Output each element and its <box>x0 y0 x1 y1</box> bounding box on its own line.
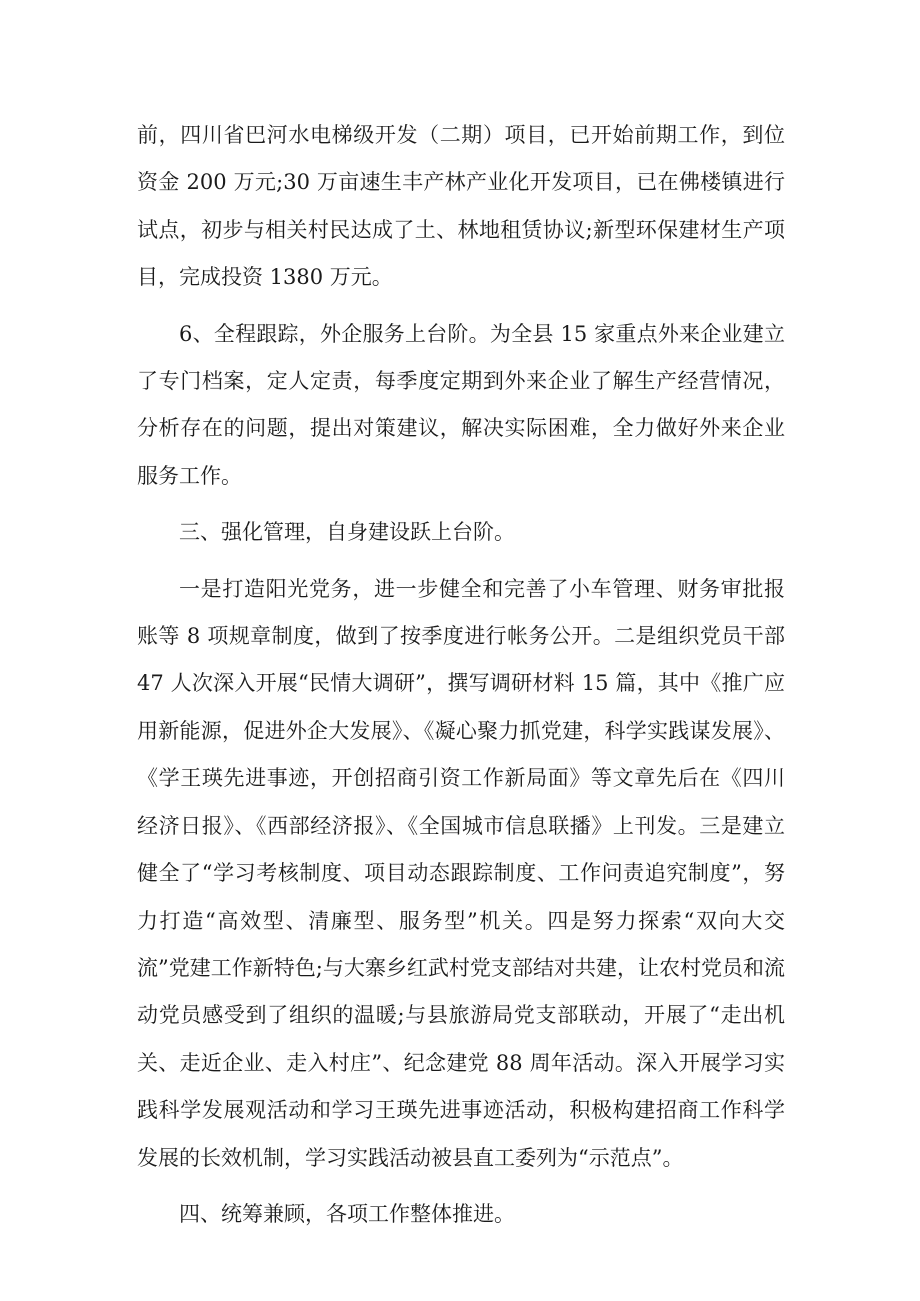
section-heading-overall-progress: 四、统筹兼顾，各项工作整体推进。 <box>179 1201 515 1226</box>
paragraph-project-progress: 前，四川省巴河水电梯级开发（二期）项目，已开始前期工作，到位资金 200 万元;30 万亩速生丰产林产业化开发项目，已在佛楼镇进行试点，初步与相关村民达成了土、林地租赁协议;新型环保建材生产项目，完成投资 1380 万元。 <box>137 123 785 290</box>
document-body <box>137 112 785 1238</box>
paragraph-party-building: 一是打造阳光党务，进一步健全和完善了小车管理、财务审批报账等 8 项规章制度，做到了按季度进行帐务公开。二是组织党员干部 47 人次深入开展“民情大调研”，撰写调研材料 15 篇，其中《推广应用新能源，促进外企大发展》、《凝心聚力抓党建，科学实践谋发展》、《学王瑛先进事迹，开创招商引资工作新局面》等文章先后在《四川经济日报》、《西部经济报》、《全国城市信息联播》上刊发。三是建立健全了“学习考核制度、项目动态跟踪制度、工作问责追究制度”，努力打造“高效型、清廉型、服务型”机关。四是努力探索“双向大交流”党建工作新特色;与大寨乡红武村党支部结对共建，让农村党员和流动党员感受到了组织的温暖;与县旅游局党支部联动，开展了“走出机关、走近企业、走入村庄”、纪念建党 88 周年活动。深入开展学习实践科学发展观活动和学习王瑛先进事迹活动，积极构建招商工作科学发展的长效机制，学习实践活动被县直工委列为“示范点”。 <box>137 576 785 1170</box>
paragraph-enterprise-service: 6、全程跟踪，外企服务上台阶。为全县 15 家重点外来企业建立了专门档案，定人定责，每季度定期到外来企业了解生产经营情况，分析存在的问题，提出对策建议，解决实际困难，全力做好外来企业服务工作。 <box>137 321 785 488</box>
section-heading-management: 三、强化管理，自身建设跃上台阶。 <box>179 520 515 545</box>
